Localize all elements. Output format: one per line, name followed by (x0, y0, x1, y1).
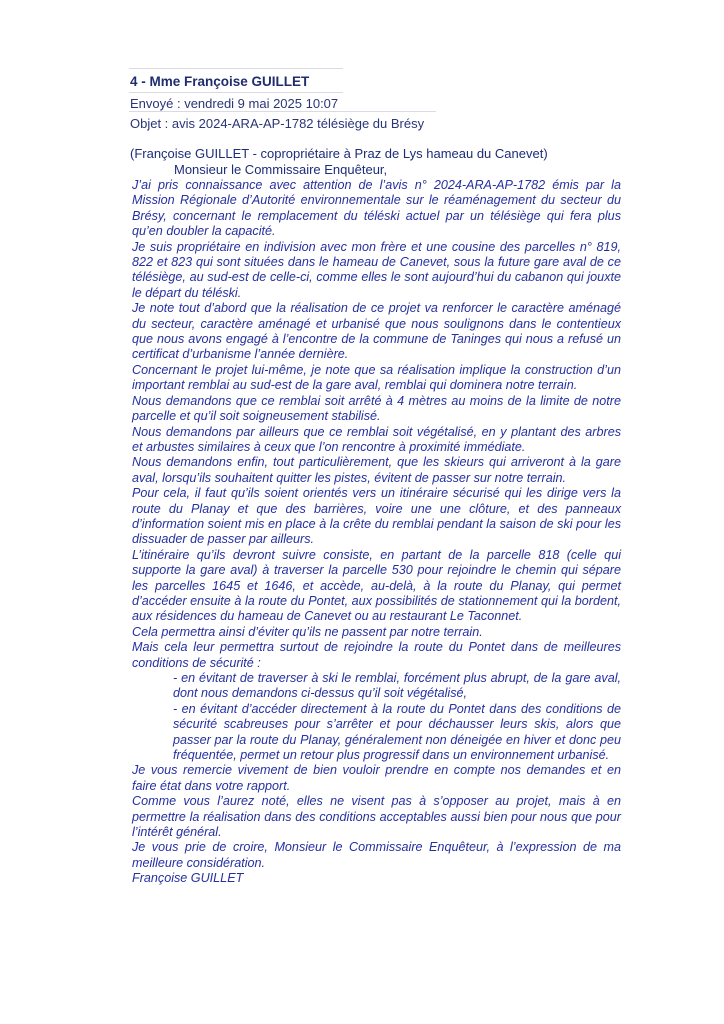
body-paragraph: Mais cela leur permettra surtout de rejoindre la route du Pontet dans de meilleures conditions de sécurité : (132, 640, 621, 670)
header-rule-top (129, 68, 343, 69)
header-rule-sent (129, 111, 436, 112)
letter-body (132, 178, 621, 887)
salutation: Monsieur le Commissaire Enquêteur, (174, 162, 388, 177)
bullet-item: - en évitant de traverser à ski le remblai, forcément plus abrupt, de la gare aval, dont nous demandons ci-dessus qu’il soit végétalisé, (173, 671, 621, 701)
body-paragraph: Concernant le projet lui-même, je note que sa réalisation implique la construction d’un important remblai au sud-est de la gare aval, remblai qui dominera notre terrain. (132, 362, 621, 393)
body-paragraph: Nous demandons que ce remblai soit arrêté à 4 mètres au moins de la limite de notre parcelle et qu’il soit soigneusement stabilisé. (132, 393, 621, 424)
body-paragraph: Je note tout d’abord que la réalisation de ce projet va renforcer le caractère aménagé du secteur, caractère aménagé et urbanisé que nous soulignons dans le contentieux que nous avons engagé à l’encontre de la commune de Taninges qui nous a refusé un certificat d’urbanisme l’année dernière. (132, 301, 621, 362)
subject-line: Objet : avis 2024-ARA-AP-1782 télésiège du Brésy (130, 116, 425, 131)
body-paragraph: Pour cela, il faut qu’ils soient orientés vers un itinéraire sécurisé qui les dirige vers la route du Planay et que des barrières, voire une une clôture, et des panneaux d’information soient mis en place à la crête du remblai pendant la saison de ski pour les dissuader de passer par ailleurs. (132, 486, 621, 547)
bullet-item: - en évitant d’accéder directement à la route du Pontet dans des conditions de sécurité scabreuses pour s’arrêter et pour déchausser leurs skis, alors que passer par la route du Planay, généralement non déneigée en hiver et donc peu fréquentée, permet un retour plus progressif dans un environnement urbanisé. (173, 701, 621, 763)
sender-context: (Françoise GUILLET - copropriétaire à Praz de Lys hameau du Canevet) (130, 146, 548, 161)
closing-paragraph: Je vous remercie vivement de bien vouloir prendre en compte nos demandes et en faire état dans votre rapport. (132, 763, 621, 793)
page-title: 4 - Mme Françoise GUILLET (130, 74, 310, 89)
closing-paragraph: Comme vous l’aurez noté, elles ne visent pas à s’opposer au projet, mais à en permettre la réalisation dans des conditions acceptables aussi bien pour nous que pour l’intérêt général. (132, 794, 621, 840)
body-paragraph: Je suis propriétaire en indivision avec mon frère et une cousine des parcelles n° 819, 822 et 823 qui sont situées dans le hameau de Canevet, sous la future gare aval de ce télésiège, au sud-est de celle-ci, comme elles le sont aujourd’hui du cabanon qui jouxte le départ du téléski. (132, 239, 621, 300)
closing-paragraph: Je vous prie de croire, Monsieur le Commissaire Enquêteur, à l’expression de ma meilleure considération. (132, 840, 621, 870)
body-paragraph: Nous demandons par ailleurs que ce remblai soit végétalisé, en y plantant des arbres et arbustes similaires à ceux que l’on rencontre à proximité immédiate. (132, 424, 621, 454)
body-paragraph: J’ai pris connaissance avec attention de l’avis n° 2024-ARA-AP-1782 émis par la Mission Régionale d’Autorité environnementale sur le réaménagement du secteur du Brésy, concernant le remplacement du téléski actuel par un télésiège qui fera plus qu’en doubler la capacité. (132, 178, 621, 239)
body-paragraph: Cela permettra ainsi d’éviter qu’ils ne passent par notre terrain. (132, 624, 483, 639)
header-rule-title (129, 92, 343, 93)
body-paragraph: Nous demandons enfin, tout particulièrement, que les skieurs qui arriveront à la gare aval, lorsqu’ils souhaitent quitter les pistes, évitent de passer sur notre terrain. (132, 455, 621, 485)
signature: Françoise GUILLET (132, 871, 244, 886)
sent-date: Envoyé : vendredi 9 mai 2025 10:07 (130, 96, 339, 111)
body-paragraph: L’itinéraire qu’ils devront suivre consiste, en partant de la parcelle 818 (celle qui supporte la gare aval) à traverser la parcelle 530 pour rejoindre le chemin qui sépare les parcelles 1645 et 1646, et accède, au-delà, à la route du Planay, qui permet d’accéder ensuite à la route du Pontet, aux possibilités de stationnement qui la bordent, aux résidences du hameau de Canevet ou au restaurant Le Taconnet. (132, 547, 621, 624)
